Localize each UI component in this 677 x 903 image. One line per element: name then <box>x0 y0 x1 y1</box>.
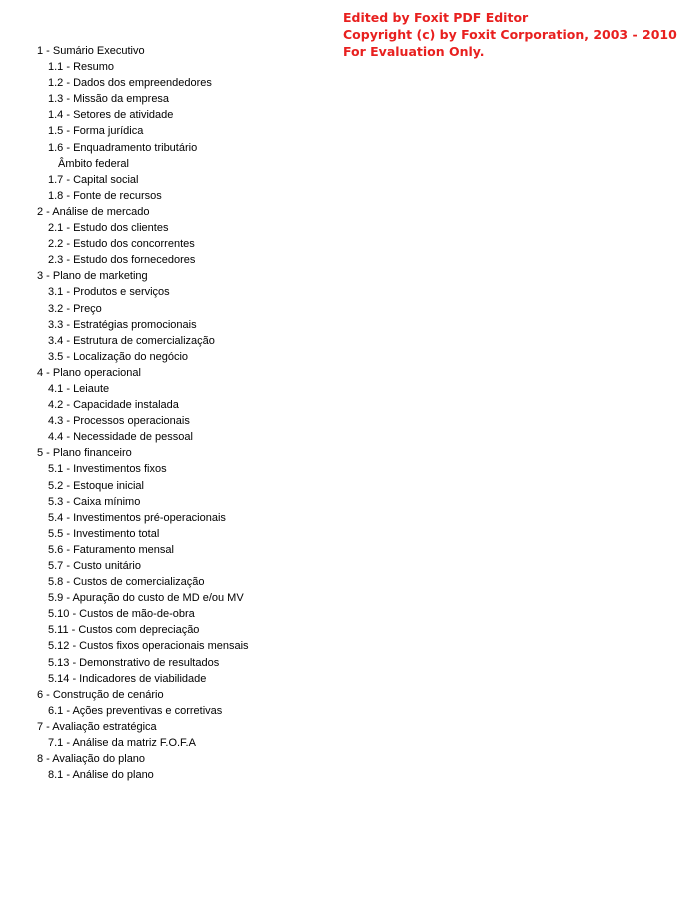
watermark-line-3: For Evaluation Only. <box>343 44 485 59</box>
toc-entry: 5.2 - Estoque inicial <box>48 479 144 492</box>
toc-entry: 4.1 - Leiaute <box>48 382 110 395</box>
toc-entry: 5.8 - Custos de comercialização <box>48 576 205 589</box>
toc-entry: 4.4 - Necessidade de pessoal <box>48 431 193 444</box>
toc-section-heading: 8 - Avaliação do plano <box>37 753 146 766</box>
toc-entry: 1.7 - Capital social <box>48 173 139 186</box>
toc-entry: 6.1 - Ações preventivas e corretivas <box>48 704 223 717</box>
toc-entry: Âmbito federal <box>58 157 129 170</box>
toc-entry: 3.4 - Estrutura de comercialização <box>48 334 215 347</box>
toc-section-heading: 4 - Plano operacional <box>37 366 141 379</box>
toc-entry: 2.3 - Estudo dos fornecedores <box>48 254 196 267</box>
table-of-contents <box>37 43 249 783</box>
toc-entry: 1.5 - Forma jurídica <box>48 125 144 138</box>
toc-entry: 1.3 - Missão da empresa <box>48 93 170 106</box>
toc-entry: 5.7 - Custo unitário <box>48 560 141 572</box>
toc-entry: 5.6 - Faturamento mensal <box>48 543 174 556</box>
toc-section-heading: 7 - Avaliação estratégica <box>37 720 157 733</box>
toc-entry: 3.2 - Preço <box>48 302 102 315</box>
toc-section-heading: 5 - Plano financeiro <box>37 447 132 460</box>
toc-section-heading: 3 - Plano de marketing <box>37 270 148 283</box>
toc-entry: 3.5 - Localização do negócio <box>48 350 189 363</box>
toc-entry: 8.1 - Análise do plano <box>48 769 154 782</box>
toc-entry: 2.1 - Estudo dos clientes <box>48 222 169 235</box>
toc-entry: 5.4 - Investimentos pré-operacionais <box>48 511 226 524</box>
toc-entry: 1.1 - Resumo <box>48 61 115 74</box>
toc-entry: 4.2 - Capacidade instalada <box>48 399 179 412</box>
toc-entry: 5.11 - Custos com depreciação <box>48 624 200 637</box>
toc-entry: 5.14 - Indicadores de viabilidade <box>48 672 207 685</box>
toc-entry: 4.3 - Processos operacionais <box>48 415 190 428</box>
toc-entry: 5.12 - Custos fixos operacionais mensais <box>48 640 249 653</box>
toc-entry: 3.1 - Produtos e serviços <box>48 286 170 299</box>
watermark-line-1: Edited by Foxit PDF Editor <box>343 10 529 25</box>
toc-entry: 2.2 - Estudo dos concorrentes <box>48 238 195 251</box>
toc-entry: 5.9 - Apuração do custo de MD e/ou MV <box>48 592 244 605</box>
toc-entry: 3.3 - Estratégias promocionais <box>48 318 197 331</box>
toc-section-heading: 2 - Análise de mercado <box>37 205 150 218</box>
toc-entry: 5.13 - Demonstrativo de resultados <box>48 656 220 669</box>
toc-entry: 7.1 - Análise da matriz F.O.F.A <box>48 737 196 750</box>
toc-entry: 1.6 - Enquadramento tributário <box>48 141 198 154</box>
watermark-line-2: Copyright (c) by Foxit Corporation, 2003 - 2010 <box>343 27 677 42</box>
toc-entry: 5.10 - Custos de mão-de-obra <box>48 608 195 621</box>
foxit-watermark <box>343 9 677 60</box>
toc-section-heading: 6 - Construção de cenário <box>37 688 164 701</box>
toc-entry: 5.5 - Investimento total <box>48 527 160 540</box>
toc-entry: 1.2 - Dados dos empreendedores <box>48 77 212 90</box>
toc-entry: 5.1 - Investimentos fixos <box>48 463 167 476</box>
toc-section-heading: 1 - Sumário Executivo <box>37 45 145 57</box>
toc-entry: 5.3 - Caixa mínimo <box>48 495 141 508</box>
toc-entry: 1.4 - Setores de atividade <box>48 109 174 122</box>
toc-entry: 1.8 - Fonte de recursos <box>48 189 162 202</box>
